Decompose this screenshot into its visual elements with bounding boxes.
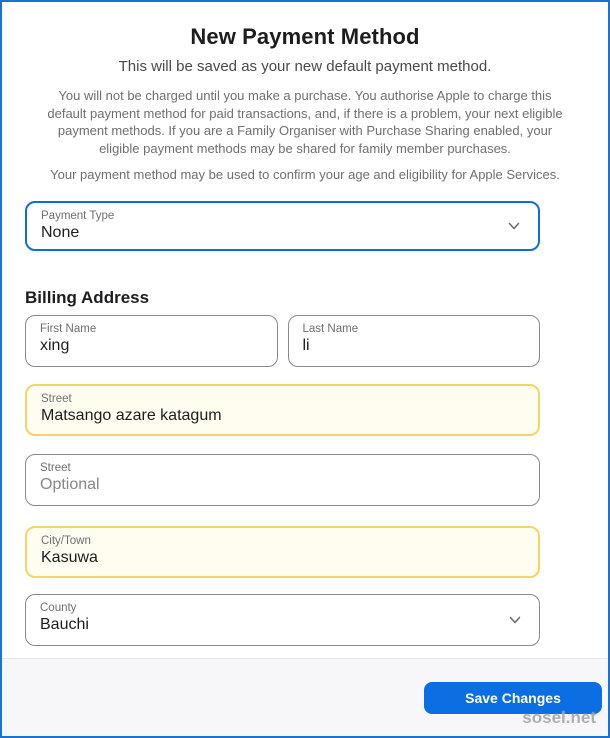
street-label: Street (41, 392, 72, 405)
page-subtitle: This will be saved as your new default payment method. (118, 58, 492, 75)
city-town-field[interactable] (25, 526, 540, 578)
page-title: New Payment Method (190, 24, 420, 49)
street-optional-field[interactable] (25, 454, 540, 506)
first-name-field[interactable] (25, 315, 278, 367)
city-town-label: City/Town (41, 534, 91, 547)
billing-address-heading: Billing Address (25, 287, 150, 307)
county-value: Bauchi (40, 615, 89, 633)
disclaimer-charge-terms: You will not be charged until you make a purchase. You authorise Apple to charge this default payment method for paid transactions, and, if there is a problem, your next eligible payment methods. If you are a Family Organiser with Purchase Sharing enabled, your eligible payment methods may be shared for family member purchases. (47, 88, 563, 156)
street-field[interactable] (25, 384, 540, 436)
last-name-value: li (302, 336, 310, 354)
disclaimer-age-eligibility: Your payment method may be used to confirm your age and eligibility for Apple Services. (50, 167, 560, 182)
name-row (25, 315, 540, 367)
last-name-label: Last Name (302, 322, 359, 335)
chevron-down-icon (506, 218, 522, 234)
watermark: sosel.net (522, 708, 596, 727)
first-name-label: First Name (40, 322, 97, 335)
first-name-value: xing (40, 336, 70, 354)
city-town-value: Kasuwa (41, 548, 98, 566)
footer-bar (2, 658, 608, 736)
payment-type-label: Payment Type (41, 209, 115, 222)
payment-type-value: None (41, 223, 80, 241)
save-changes-button[interactable]: Save Changes (424, 682, 602, 714)
county-label: County (40, 601, 77, 614)
street-value: Matsango azare katagum (41, 406, 222, 424)
county-select[interactable] (25, 594, 540, 646)
last-name-field[interactable] (288, 315, 541, 367)
chevron-down-icon (507, 612, 523, 628)
payment-type-select[interactable] (25, 201, 540, 251)
street-optional-label: Street (40, 461, 71, 474)
street-optional-placeholder: Optional (40, 475, 100, 493)
